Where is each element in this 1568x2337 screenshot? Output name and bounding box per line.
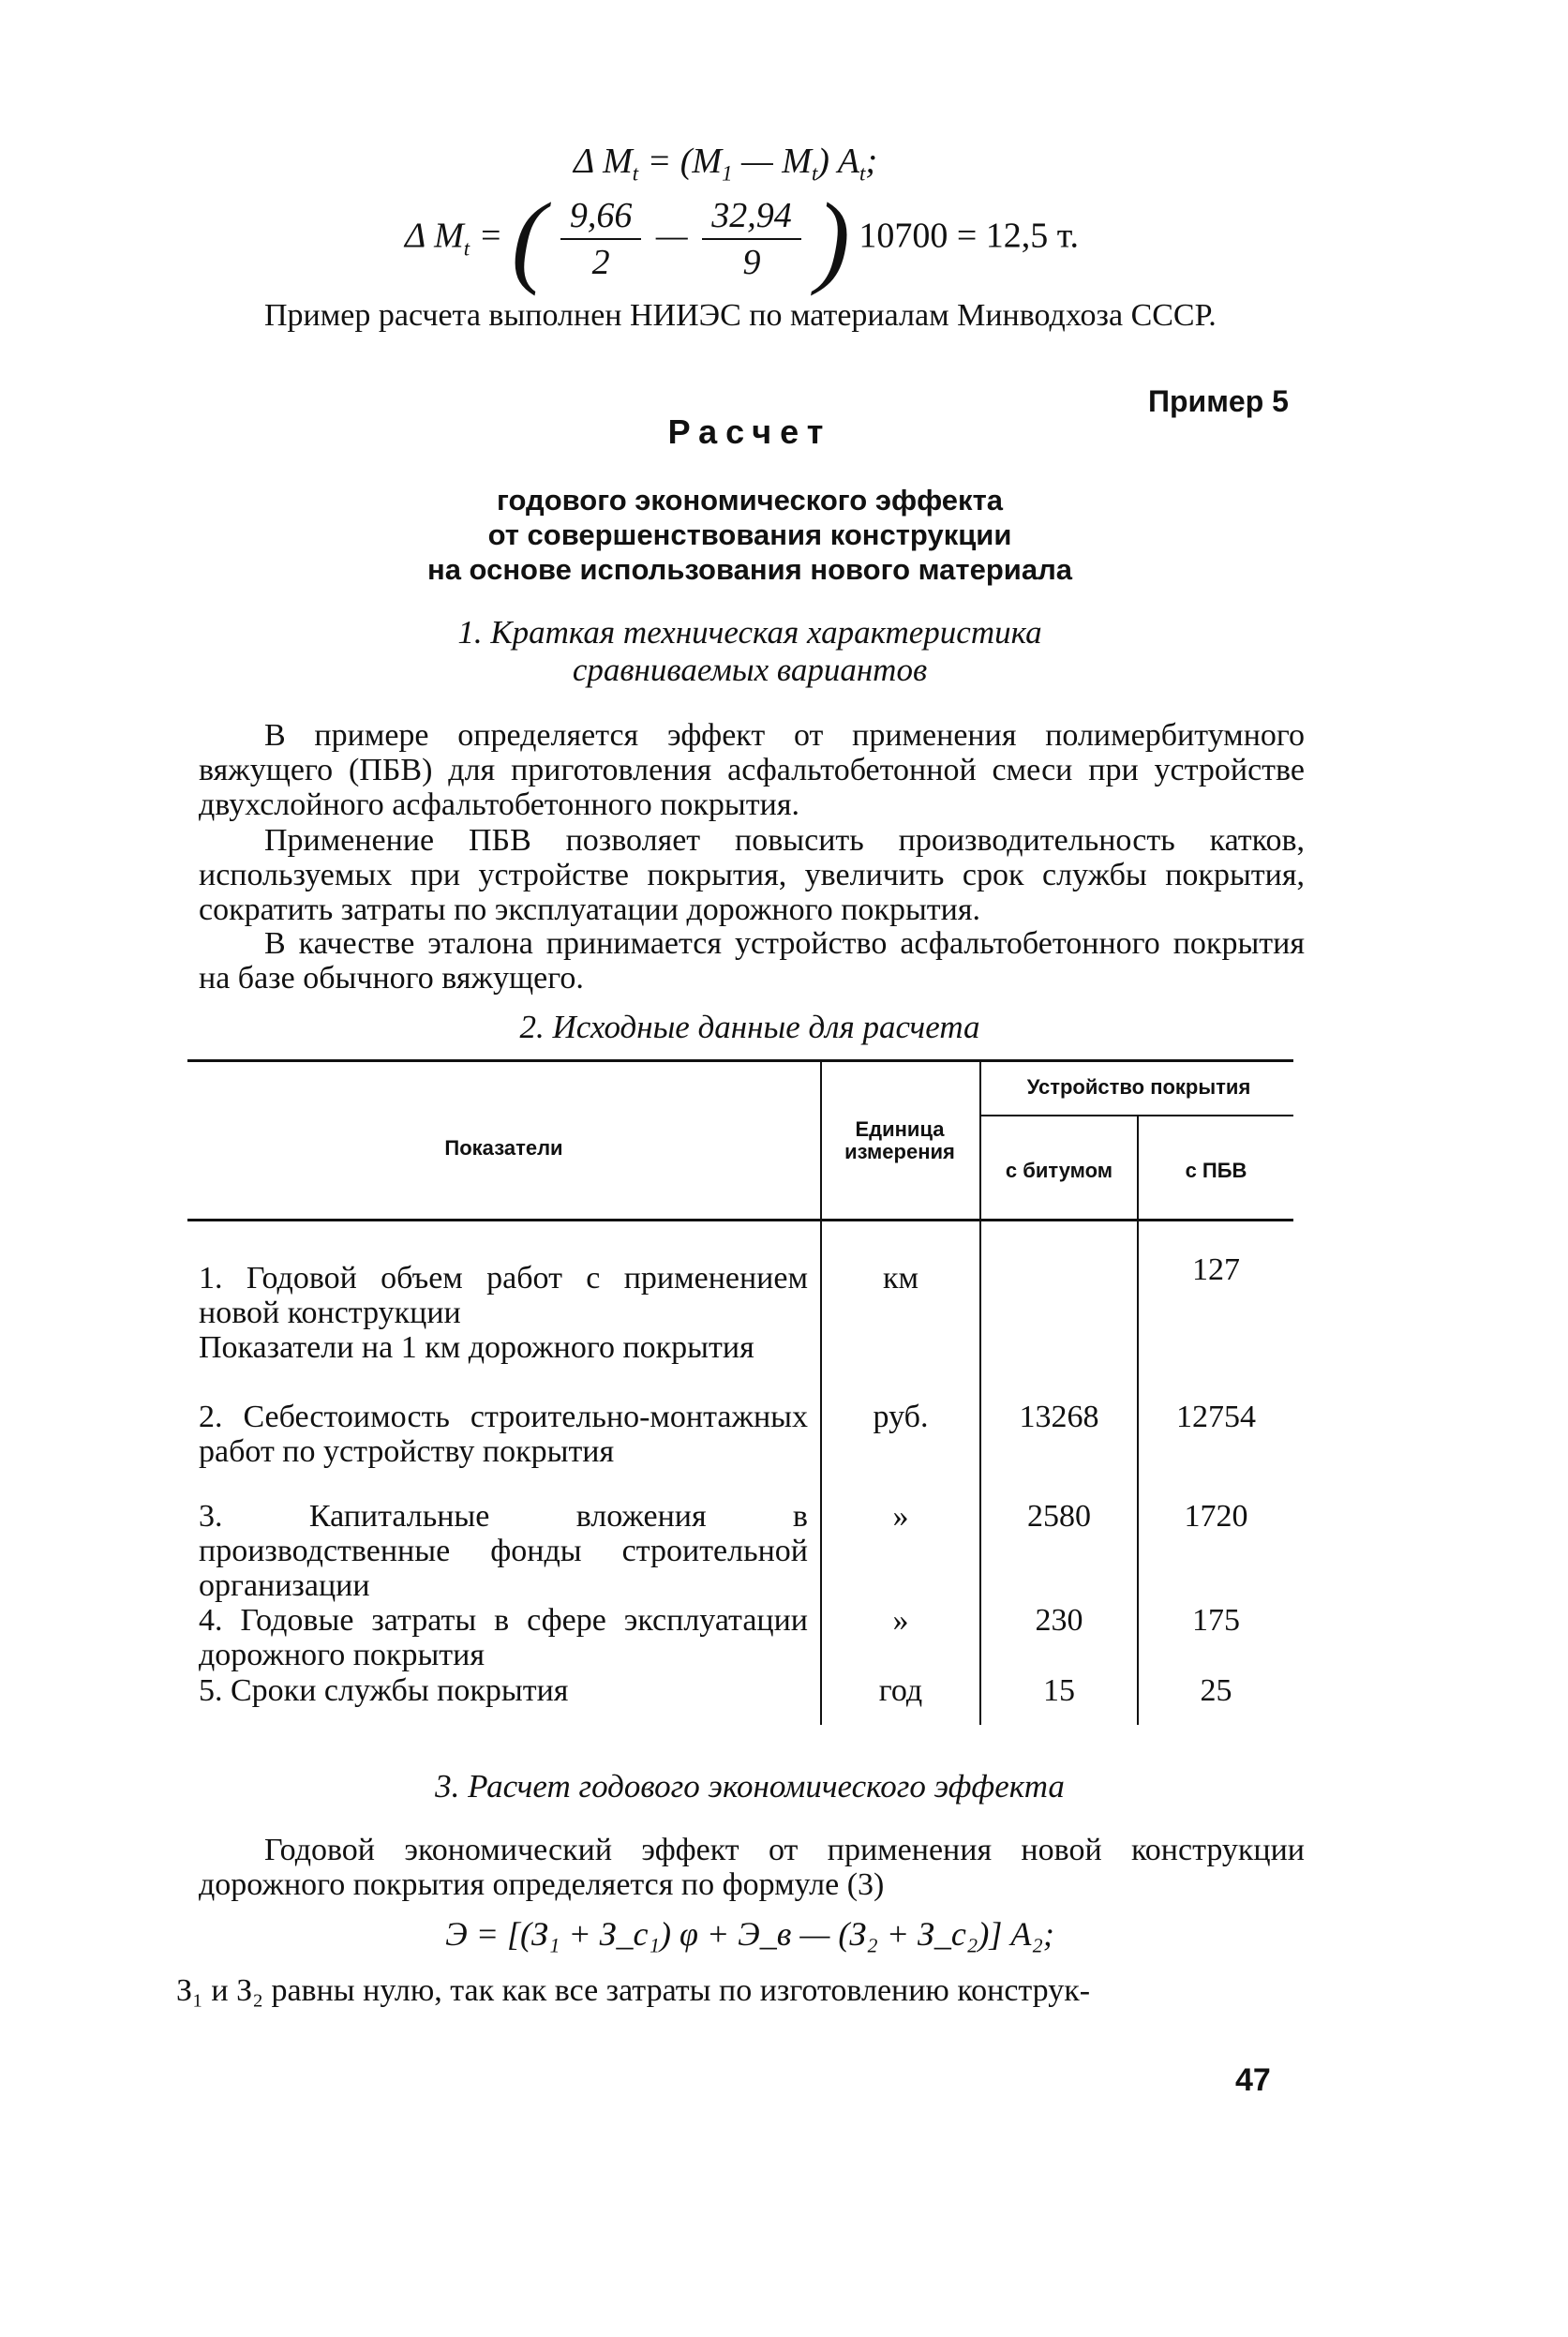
intro-paragraph: Пример расчета выполнен НИИЭС по материалам Минводхоза СССР. bbox=[264, 298, 1217, 333]
header-indicators: Показатели bbox=[444, 1136, 563, 1160]
formula-delta-mt-calculation: Δ $M_t$ = ( $\frac{9,66}{2}$ — $\frac{32,94}{9}$ ) 10700 = 12,5 т. bbox=[405, 182, 1080, 296]
table-row-label: 4. Годовые затраты в сфере эксплуатации дорожного покрытия bbox=[199, 1603, 808, 1672]
table-row-label: 1. Годовой объем работ с применением новой конструкции bbox=[199, 1261, 808, 1330]
fraction-1: $\frac{9,66}{2}$ bbox=[560, 195, 642, 283]
table-row-pbv: 12754 bbox=[1176, 1400, 1256, 1434]
section-1-heading bbox=[281, 614, 1218, 689]
paragraph-3: В качестве эталона принимается устройство асфальтобетонного покрытия на базе обычного вяжущего. bbox=[199, 926, 1305, 996]
header-pavement-group: Устройство покрытия bbox=[1026, 1075, 1251, 1099]
heading-line: 1. Краткая техническая характеристика bbox=[457, 614, 1042, 651]
header-unit: Единица измерения bbox=[844, 1117, 955, 1163]
header-bitumen: с битумом bbox=[1005, 1159, 1113, 1182]
section-subtitle bbox=[281, 483, 1218, 587]
continuation-line: З₁ и З₂ равны нулю, так как все затраты по изготовлению конструк- bbox=[176, 1973, 1091, 2008]
section-2-heading: 2. Исходные данные для расчета bbox=[519, 1009, 980, 1045]
table-row-label: 3. Капитальные вложения в производственные фонды строительной организации bbox=[199, 1499, 808, 1603]
table-row-unit: » bbox=[892, 1603, 909, 1638]
table-row-pbv: 25 bbox=[1200, 1673, 1232, 1708]
subtitle-line: от совершенствования конструкции bbox=[487, 518, 1012, 551]
heading-line: сравниваемых вариантов bbox=[572, 652, 928, 688]
header-pbv: с ПБВ bbox=[1185, 1159, 1247, 1182]
subtitle-line: годового экономического эффекта bbox=[497, 484, 1003, 517]
section-3-paragraph: Годовой экономический эффект от применения новой конструкции дорожного покрытия определяется по формуле (3) bbox=[199, 1833, 1305, 1902]
table-row-pbv: 1720 bbox=[1184, 1499, 1248, 1534]
table-row-label: Показатели на 1 км дорожного покрытия bbox=[199, 1330, 754, 1365]
table-row-pbv: 175 bbox=[1192, 1603, 1240, 1638]
paragraph-1: В примере определяется эффект от применения полимербитумного вяжущего (ПБВ) для приготовления асфальтобетонной смеси при устройстве двухслойного асфальтобетонного покрытия. bbox=[199, 718, 1305, 822]
table-row-pbv: 127 bbox=[1192, 1252, 1240, 1287]
table-row-label: 5. Сроки службы покрытия bbox=[199, 1673, 569, 1708]
table-row-label: 2. Себестоимость строительно-монтажных работ по устройству покрытия bbox=[199, 1400, 808, 1469]
fraction-2: $\frac{32,94}{9}$ bbox=[702, 195, 801, 283]
subtitle-line: на основе использования нового материала bbox=[426, 553, 1073, 586]
example-label: Пример 5 bbox=[1148, 384, 1289, 418]
table-row-bitumen: 13268 bbox=[1019, 1400, 1099, 1434]
table-row-bitumen: 2580 bbox=[1027, 1499, 1091, 1534]
section-3-heading: 3. Расчет годового экономического эффекта bbox=[435, 1768, 1065, 1805]
paragraph-2: Применение ПБВ позволяет повысить производительность катков, используемых при устройстве покрытия, увеличить срок службы покрытия, сократить затраты по эксплуатации дорожного покрытия. bbox=[199, 823, 1305, 927]
table-row-unit: руб. bbox=[873, 1400, 929, 1434]
page-number: 47 bbox=[1235, 2062, 1271, 2098]
table-row-unit: » bbox=[892, 1499, 909, 1534]
table-row-bitumen: 230 bbox=[1035, 1603, 1083, 1638]
formula-delta-mt-definition: Δ $M_t = (M_1$ — $M_t$) $A_t$; bbox=[574, 142, 877, 186]
table-row-unit: год bbox=[878, 1673, 923, 1708]
table-row-bitumen: 15 bbox=[1043, 1673, 1075, 1708]
section-title: Расчет bbox=[667, 412, 832, 451]
effect-formula: Э = [(З₁ + З_с₁) φ + Э_в — (З₂ + З_с₂)] A₂; bbox=[445, 1915, 1054, 1953]
table-row-unit: км bbox=[882, 1261, 919, 1296]
